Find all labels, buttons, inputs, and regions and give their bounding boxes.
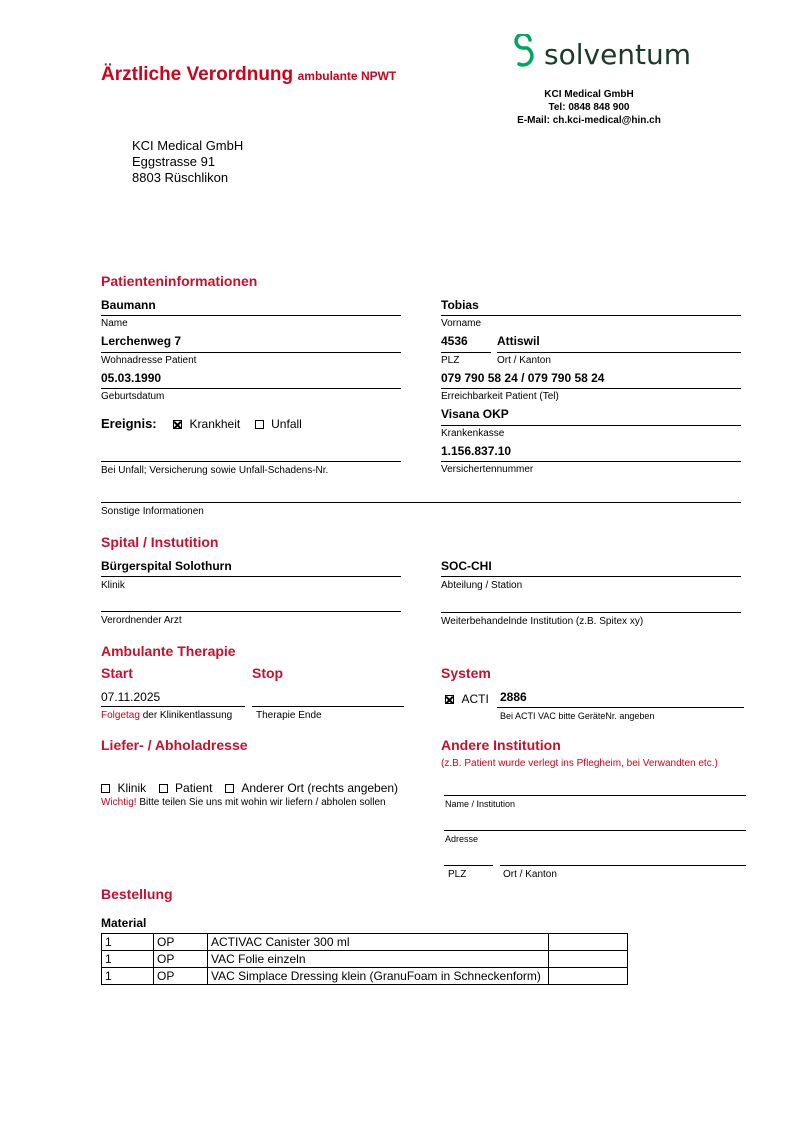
- patient-ort-value[interactable]: Attiswil: [497, 334, 540, 348]
- followup-institution-label: Weiterbehandelnde Institution (z.B. Spitex xy): [441, 616, 644, 627]
- section-hospital: Spital / Instutition: [101, 534, 219, 550]
- patient-dob-label: Geburtsdatum: [101, 391, 165, 402]
- order-table: [101, 933, 628, 985]
- recipient-address: [132, 138, 243, 186]
- other-ort-label: Ort / Kanton: [503, 869, 557, 880]
- order-unit[interactable]: OP: [154, 934, 208, 951]
- patient-name-value[interactable]: Baumann: [101, 298, 156, 312]
- patient-insured-no-value[interactable]: 1.156.837.10: [441, 444, 512, 458]
- section-other-institution: Andere Institution: [441, 737, 561, 753]
- order-qty[interactable]: 1: [102, 968, 154, 985]
- dept-value[interactable]: SOC-CHI: [441, 559, 492, 573]
- delivery-clinic-checkbox[interactable]: [101, 784, 110, 793]
- section-patient: Patienteninformationen: [101, 273, 258, 289]
- accident-insurance-label: Bei Unfall; Versicherung sowie Unfall-Schadens-Nr.: [101, 465, 329, 476]
- table-row: [102, 951, 628, 968]
- clinic-value[interactable]: Bürgerspital Solothurn: [101, 559, 232, 573]
- therapy-stop-header: Stop: [252, 665, 284, 681]
- order-unit[interactable]: OP: [154, 951, 208, 968]
- patient-phone-value[interactable]: 079 790 58 24 / 079 790 58 24: [441, 371, 605, 385]
- doctor-label: Verordnender Arzt: [101, 615, 182, 626]
- form-title: [101, 64, 396, 86]
- order-extra[interactable]: [549, 968, 628, 985]
- patient-insurer-value[interactable]: Visana OKP: [441, 407, 509, 421]
- delivery-patient-checkbox[interactable]: [159, 784, 168, 793]
- other-address-label: Adresse: [445, 834, 479, 844]
- other-plz-label: PLZ: [448, 869, 467, 880]
- patient-dob-value[interactable]: 05.03.1990: [101, 371, 162, 385]
- form-title-sub: ambulante NPWT: [297, 69, 397, 83]
- event-illness-label: Krankheit: [189, 417, 241, 431]
- event-illness-checkbox[interactable]: [173, 420, 182, 429]
- order-extra[interactable]: [549, 934, 628, 951]
- delivery-note-rest: Bitte teilen Sie uns mit wohin wir liefern / abholen sollen: [139, 797, 386, 808]
- device-number-value[interactable]: 2886: [500, 690, 527, 704]
- system-acti-label: ACTI: [461, 692, 489, 706]
- company-phone: Tel: 0848 848 900: [548, 102, 630, 113]
- address-line-2: Eggstrasse 91: [132, 154, 216, 169]
- delivery-other-label: Anderer Ort (rechts angeben): [241, 781, 399, 795]
- patient-phone-label: Erreichbarkeit Patient (Tel): [441, 391, 559, 402]
- clinic-label: Klinik: [101, 580, 125, 591]
- therapy-system-header: System: [441, 665, 491, 681]
- patient-vorname-label: Vorname: [441, 318, 482, 329]
- patient-insured-no-label: Versichertennummer: [441, 464, 534, 475]
- patient-insurer-label: Krankenkasse: [441, 428, 505, 439]
- other-institution-hint: (z.B. Patient wurde verlegt ins Pflegheim, bei Verwandten etc.): [441, 758, 718, 769]
- event-accident-checkbox[interactable]: [255, 420, 264, 429]
- table-row: [102, 934, 628, 951]
- stop-date-caption: Therapie Ende: [256, 710, 322, 721]
- patient-vorname-value[interactable]: Tobias: [441, 298, 479, 312]
- order-qty[interactable]: 1: [102, 951, 154, 968]
- order-extra[interactable]: [549, 951, 628, 968]
- company-contact: [511, 88, 667, 127]
- section-order: Bestellung: [101, 886, 173, 902]
- delivery-note-highlight: Wichtig!: [101, 797, 137, 808]
- start-caption-rest: der Klinikentlassung: [142, 710, 233, 721]
- company-email: E-Mail: ch.kci-medical@hin.ch: [517, 115, 661, 126]
- patient-plz-label: PLZ: [441, 355, 460, 366]
- other-name-label: Name / Institution: [445, 799, 516, 809]
- delivery-other-checkbox[interactable]: [225, 784, 234, 793]
- event-row: [101, 415, 302, 433]
- form-title-main: Ärztliche Verordnung: [101, 64, 294, 85]
- system-acti-checkbox[interactable]: [445, 695, 454, 704]
- device-number-caption: Bei ACTI VAC bitte GeräteNr. angeben: [500, 711, 655, 721]
- patient-name-label: Name: [101, 318, 128, 329]
- patient-street-value[interactable]: Lerchenweg 7: [101, 334, 182, 348]
- order-qty[interactable]: 1: [102, 934, 154, 951]
- section-delivery: Liefer- / Abholadresse: [101, 737, 248, 753]
- start-date-caption: [101, 710, 232, 721]
- table-row: [102, 968, 628, 985]
- event-accident-label: Unfall: [271, 417, 302, 431]
- delivery-patient-label: Patient: [175, 781, 213, 795]
- delivery-note: [101, 797, 386, 808]
- dept-label: Abteilung / Station: [441, 580, 523, 591]
- order-desc[interactable]: VAC Simplace Dressing klein (GranuFoam in Schneckenform): [208, 968, 549, 985]
- start-date-value[interactable]: 07.11.2025: [101, 690, 161, 704]
- address-line-3: 8803 Rüschlikon: [132, 170, 229, 185]
- address-line-1: KCI Medical GmbH: [132, 138, 244, 153]
- event-label: Ereignis:: [101, 416, 157, 431]
- patient-street-label: Wohnadresse Patient: [101, 355, 197, 366]
- order-desc[interactable]: ACTIVAC Canister 300 ml: [208, 934, 549, 951]
- delivery-options: [101, 779, 398, 797]
- patient-ort-label: Ort / Kanton: [497, 355, 551, 366]
- start-caption-highlight: Folgetag: [101, 710, 140, 721]
- order-desc[interactable]: VAC Folie einzeln: [208, 951, 549, 968]
- system-row: [445, 690, 489, 708]
- delivery-clinic-label: Klinik: [117, 781, 147, 795]
- therapy-start-header: Start: [101, 665, 133, 681]
- order-unit[interactable]: OP: [154, 968, 208, 985]
- material-label: Material: [101, 916, 147, 930]
- company-name: KCI Medical GmbH: [544, 89, 634, 100]
- solventum-logo-icon: [510, 34, 540, 78]
- brand-name: solventum: [544, 38, 692, 71]
- section-therapy: Ambulante Therapie: [101, 643, 236, 659]
- other-info-label: Sonstige Informationen: [101, 506, 204, 517]
- patient-plz-value[interactable]: 4536: [441, 334, 468, 348]
